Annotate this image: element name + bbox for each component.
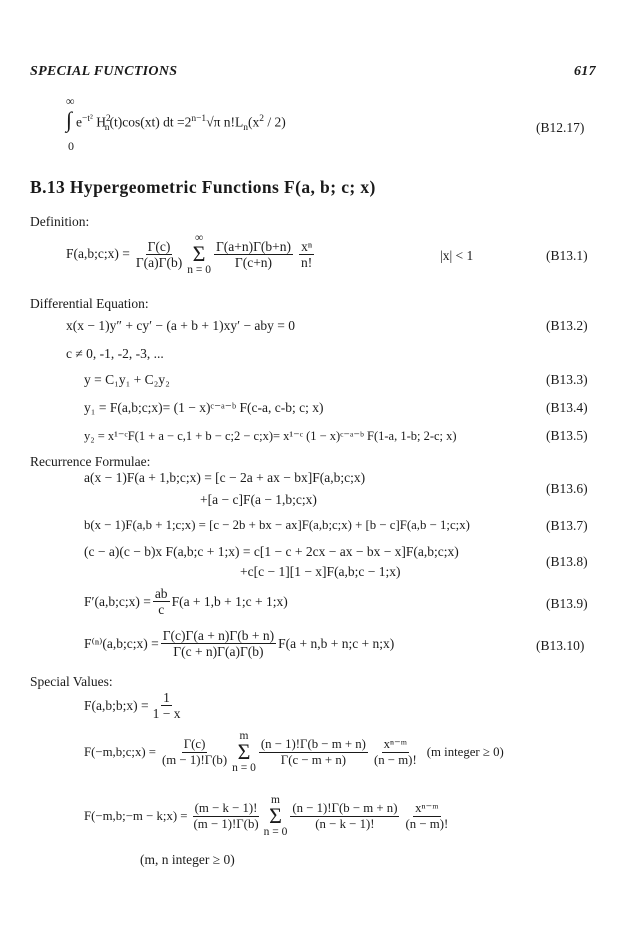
eq-number-b13-2: (B13.2)	[546, 318, 588, 333]
eq-number-b13-7: (B13.7)	[546, 518, 588, 533]
integral-upper-limit: ∞	[66, 94, 75, 108]
special-value-1: F(a,b;b;x) = $\frac{1}{1 - x}$	[84, 690, 181, 721]
eq-b13-1: F(a,b;c;x) = $\frac{\Gamma(c)}{\Gamma(a)\Gamma(b)}$ ∞ Σ n = 0 $\frac{\Gamma(a+n)\Gamma(b+n)}{\Gamma(c+n)}$ $\frac{\text{xⁿ}}{n!}$	[66, 232, 313, 276]
condition-c: c ≠ 0, -1, -2, -3, ...	[66, 346, 164, 361]
eq-number-b13-3: (B13.3)	[546, 372, 588, 387]
eq-b13-3: y = C₁y₁ + C₂y₂	[84, 372, 170, 387]
label-special-values: Special Values:	[30, 674, 113, 689]
eq-number-b13-1: (B13.1)	[546, 248, 588, 263]
label-definition: Definition:	[30, 214, 90, 229]
eq-b13-9: F′(a,b;c;x) = $\frac{ab}{c}$ F(a + 1,b + 1;c + 1;x)	[84, 586, 288, 617]
running-header: SPECIAL FUNCTIONS	[30, 64, 178, 79]
special-value-3-condition: (m, n integer ≥ 0)	[140, 852, 235, 867]
eq-number-b13-9: (B13.9)	[546, 596, 588, 611]
eq-b13-6-line2: +[a − c]F(a − 1,b;c;x)	[200, 492, 317, 507]
summation-sign: ∞ Σ n = 0	[187, 232, 211, 276]
eq-number-b13-4: (B13.4)	[546, 400, 588, 415]
summation-sign: m Σ n = 0	[263, 794, 288, 838]
integral-sign: ∫	[66, 107, 73, 132]
label-recurrence: Recurrence Formulae:	[30, 454, 151, 469]
section-title: B.13 Hypergeometric Functions F(a, b; c; x)	[30, 177, 376, 197]
integral-lower-limit: 0	[68, 139, 74, 153]
label-differential-equation: Differential Equation:	[30, 296, 149, 311]
special-value-2: F(−m,b;c;x) = $\frac{\Gamma(c)}{(m - 1)!\Gamma(b)}$ m Σ n = 0 $\frac{(n - 1)!\Gamma(b - m + n)}{\Gamma(c - m + n)}$ $\frac{\text{xⁿ⁻ᵐ}}{(n - m)!}$ (m integer ≥ 0)	[84, 730, 504, 774]
special-value-3: F(−m,b;−m − k;x) = $\frac{(m - k - 1)!}{(m - 1)!\Gamma(b)}$ m Σ n = 0 $\frac{(n - 1)!\Gamma(b - m + n)}{(n - k - 1)!}$ $\frac{\text{xⁿ⁻ᵐ}}{(n - m)!}$	[84, 794, 449, 838]
eq-number-b13-10: (B13.10)	[536, 638, 585, 653]
summation-sign: m Σ n = 0	[232, 730, 256, 774]
eq-b13-6-line1: a(x − 1)F(a + 1,b;c;x) = [c − 2a + ax − bx]F(a,b;c;x)	[84, 470, 366, 485]
eq-number-b13-5: (B13.5)	[546, 428, 588, 443]
page-number: 617	[574, 64, 596, 79]
eq-b13-7: b(x − 1)F(a,b + 1;c;x) = [c − 2b + bx − ax]F(a,b;c;x) + [b − c]F(a,b − 1;c;x)	[84, 518, 470, 532]
eq-number-b12-17: (B12.17)	[536, 120, 585, 135]
eq-b13-8-line2: +c[c − 1][1 − x]F(a,b;c − 1;x)	[240, 564, 401, 579]
condition-abs-x: |x| < 1	[440, 248, 474, 263]
eq-b13-4: y₁ = F(a,b;c;x)= (1 − x)ᶜ⁻ᵃ⁻ᵇ F(c-a, c-b; c; x)	[84, 400, 324, 415]
eq-b13-10: F⁽ⁿ⁾(a,b;c;x) = $\frac{\Gamma(c)\Gamma(a + n)\Gamma(b + n)}{\Gamma(c + n)\Gamma(a)\Gamma(b)}$ F(a + n,b + n;c + n;x)	[84, 628, 395, 659]
eq-number-b13-8: (B13.8)	[546, 554, 588, 569]
eq-number-b13-6: (B13.6)	[546, 481, 588, 496]
integral-expression: $e^{-t^2}$ $H^2_n(t)\cos(xt)$ dt $=2^{n-1}√\pi$ $n!L_n(x^2 / 2)$	[76, 114, 286, 134]
eq-b13-2: x(x − 1)y″ + cy′ − (a + b + 1)xy′ − aby = 0	[66, 318, 296, 333]
eq-b13-8-line1: (c − a)(c − b)x F(a,b;c + 1;x) = c[1 − c + 2cx − ax − bx − x]F(a,b;c;x)	[84, 544, 459, 559]
eq-b13-5: y₂ = x¹⁻ᶜF(1 + a − c,1 + b − c;2 − c;x)= x¹⁻ᶜ (1 − x)ᶜ⁻ᵃ⁻ᵇ F(1-a, 1-b; 2-c; x)	[84, 429, 457, 443]
